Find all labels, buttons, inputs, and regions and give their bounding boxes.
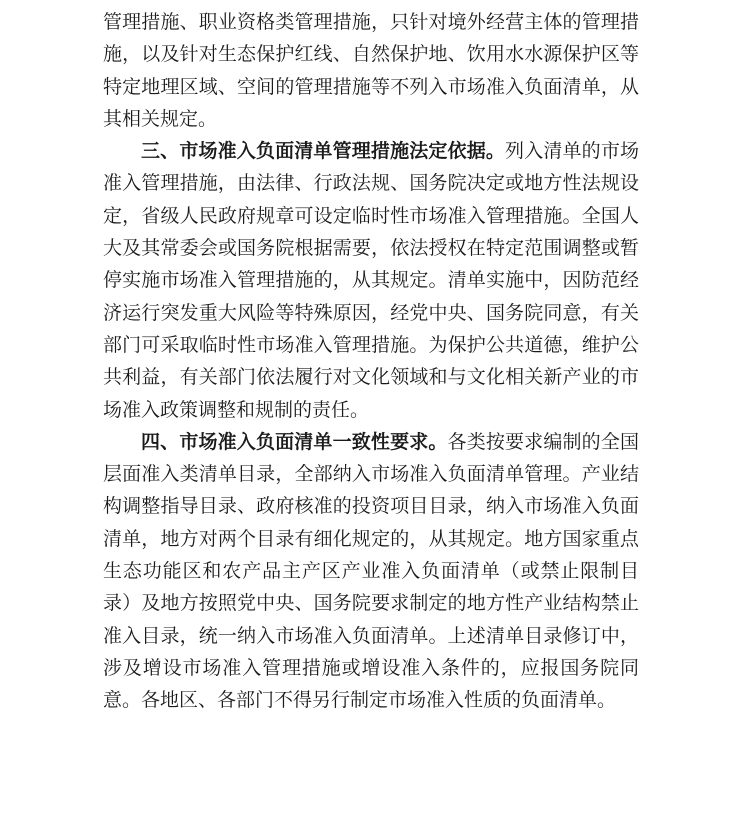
section-heading-legal-basis: 三、市场准入负面清单管理措施法定依据。 xyxy=(141,140,506,163)
text-line: 施，以及针对生态保护红线、自然保护地、饮用水水源保护区等 xyxy=(103,43,639,66)
text-line: 停实施市场准入管理措施的，从其规定。清单实施中，因防范经 xyxy=(103,269,639,292)
text-line: 层面准入类清单目录，全部纳入市场准入负面清单管理。产业结 xyxy=(103,463,639,486)
text-run: 列入清单的市场 xyxy=(505,140,639,163)
paragraph-first-line xyxy=(103,426,639,458)
text-line: 准入目录，统一纳入市场准入负面清单。上述清单目录修订中， xyxy=(103,624,639,647)
text-line: 其相关规定。 xyxy=(103,107,218,130)
text-line: 准入管理措施，由法律、行政法规、国务院决定或地方性法规设 xyxy=(103,172,639,195)
text-line: 大及其常委会或国务院根据需要，依法授权在特定范围调整或暂 xyxy=(103,237,639,260)
text-line: 录）及地方按照党中央、国务院要求制定的地方性产业结构禁止 xyxy=(103,592,639,615)
text-line: 场准入政策调整和规制的责任。 xyxy=(103,398,370,421)
text-line: 特定地理区域、空间的管理措施等不列入市场准入负面清单，从 xyxy=(103,75,639,98)
text-line: 共利益，有关部门依法履行对文化领域和与文化相关新产业的市 xyxy=(103,366,639,389)
text-line: 生态功能区和农产品主产区产业准入负面清单（或禁止限制目 xyxy=(103,560,639,583)
text-line: 涉及增设市场准入管理措施或增设准入条件的，应报国务院同 xyxy=(103,656,639,679)
paragraph-consistency-requirements xyxy=(103,426,639,717)
text-line: 清单，地方对两个目录有细化规定的，从其规定。地方国家重点 xyxy=(103,527,639,550)
text-line: 意。各地区、各部门不得另行制定市场准入性质的负面清单。 xyxy=(103,689,617,712)
text-line: 定，省级人民政府规章可设定临时性市场准入管理措施。全国人 xyxy=(103,204,639,227)
text-line: 济运行突发重大风险等特殊原因，经党中央、国务院同意，有关 xyxy=(103,301,639,324)
text-line: 管理措施、职业资格类管理措施，只针对境外经营主体的管理措 xyxy=(103,11,639,33)
paragraph-first-line xyxy=(103,135,639,167)
paragraph-legal-basis xyxy=(103,135,639,426)
text-line: 构调整指导目录、政府核准的投资项目目录，纳入市场准入负面 xyxy=(103,495,639,518)
text-run: 各类按要求编制的全国 xyxy=(447,430,639,453)
section-heading-consistency: 四、市场准入负面清单一致性要求。 xyxy=(141,430,448,453)
text-line: 部门可采取临时性市场准入管理措施。为保护公共道德，维护公 xyxy=(103,333,639,356)
paragraph-management-measures-continued xyxy=(103,6,639,135)
